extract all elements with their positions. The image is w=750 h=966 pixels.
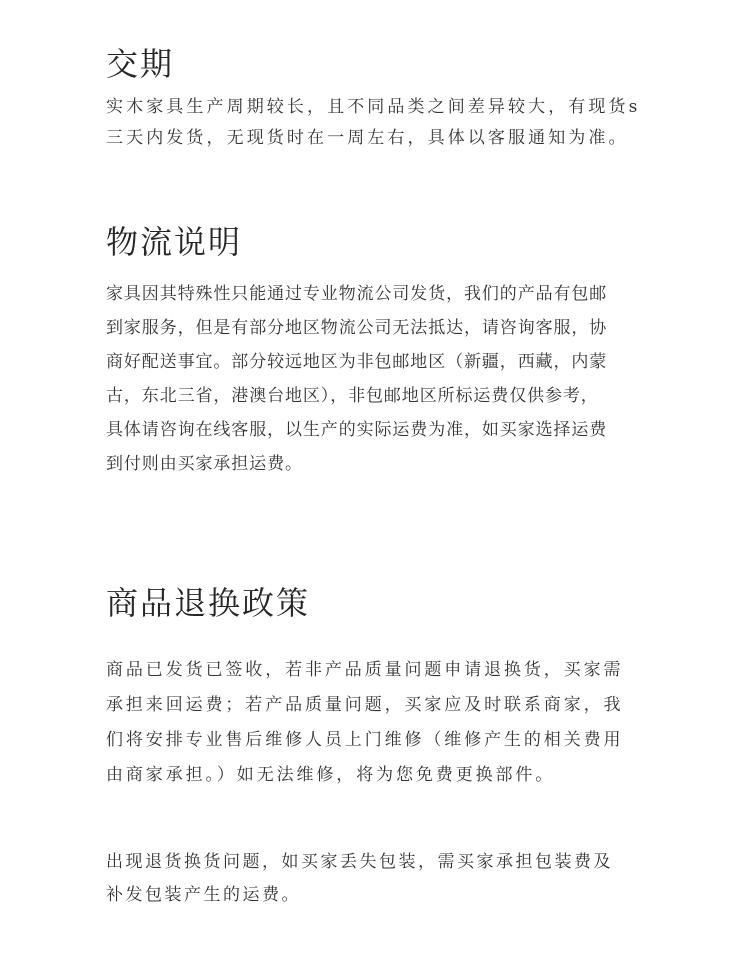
delivery-time-paragraph: [106, 92, 640, 154]
logistics-heading: 物流说明: [106, 223, 243, 261]
text-line: 具体请咨询在线客服，以生产的实际运费为准，如买家选择运费: [106, 420, 608, 440]
text-line: 承担来回运费；若产品质量问题，买家应及时联系商家，我: [106, 695, 624, 715]
text-line: 三天内发货，无现货时在一周左右，具体以客服通知为准。: [106, 128, 629, 148]
text-line: 商好配送事宜。部分较远地区为非包邮地区（新疆，西藏，内蒙: [106, 352, 608, 372]
packaging-note-paragraph: [106, 846, 613, 912]
text-line: 补发包装产生的运费。: [106, 885, 301, 905]
text-line: 实木家具生产周期较长，且不同品类之间差异较大，有现货s: [106, 97, 641, 117]
text-line: 由商家承担。）如无法维修，将为您免费更换部件。: [106, 765, 556, 785]
text-line: 到付则由买家承担运费。: [106, 454, 303, 474]
delivery-time-heading: 交期: [106, 45, 175, 83]
text-line: 到家服务，但是有部分地区物流公司无法抵达，请咨询客服，协: [106, 318, 608, 338]
text-line: 家具因其特殊性只能通过专业物流公司发货，我们的产品有包邮: [106, 284, 608, 304]
text-line: 出现退货换货问题，如买家丢失包装，需买家承担包装费及: [106, 852, 613, 872]
return-policy-paragraph: [106, 653, 623, 793]
return-policy-heading: 商品退换政策: [106, 584, 311, 622]
text-line: 商品已发货已签收，若非产品质量问题申请退换货，买家需: [106, 660, 624, 680]
logistics-paragraph: [106, 277, 607, 481]
text-line: 们将安排专业售后维修人员上门维修（维修产生的相关费用: [106, 730, 624, 750]
text-line: 古，东北三省，港澳台地区），非包邮地区所标运费仅供参考，: [106, 386, 599, 406]
